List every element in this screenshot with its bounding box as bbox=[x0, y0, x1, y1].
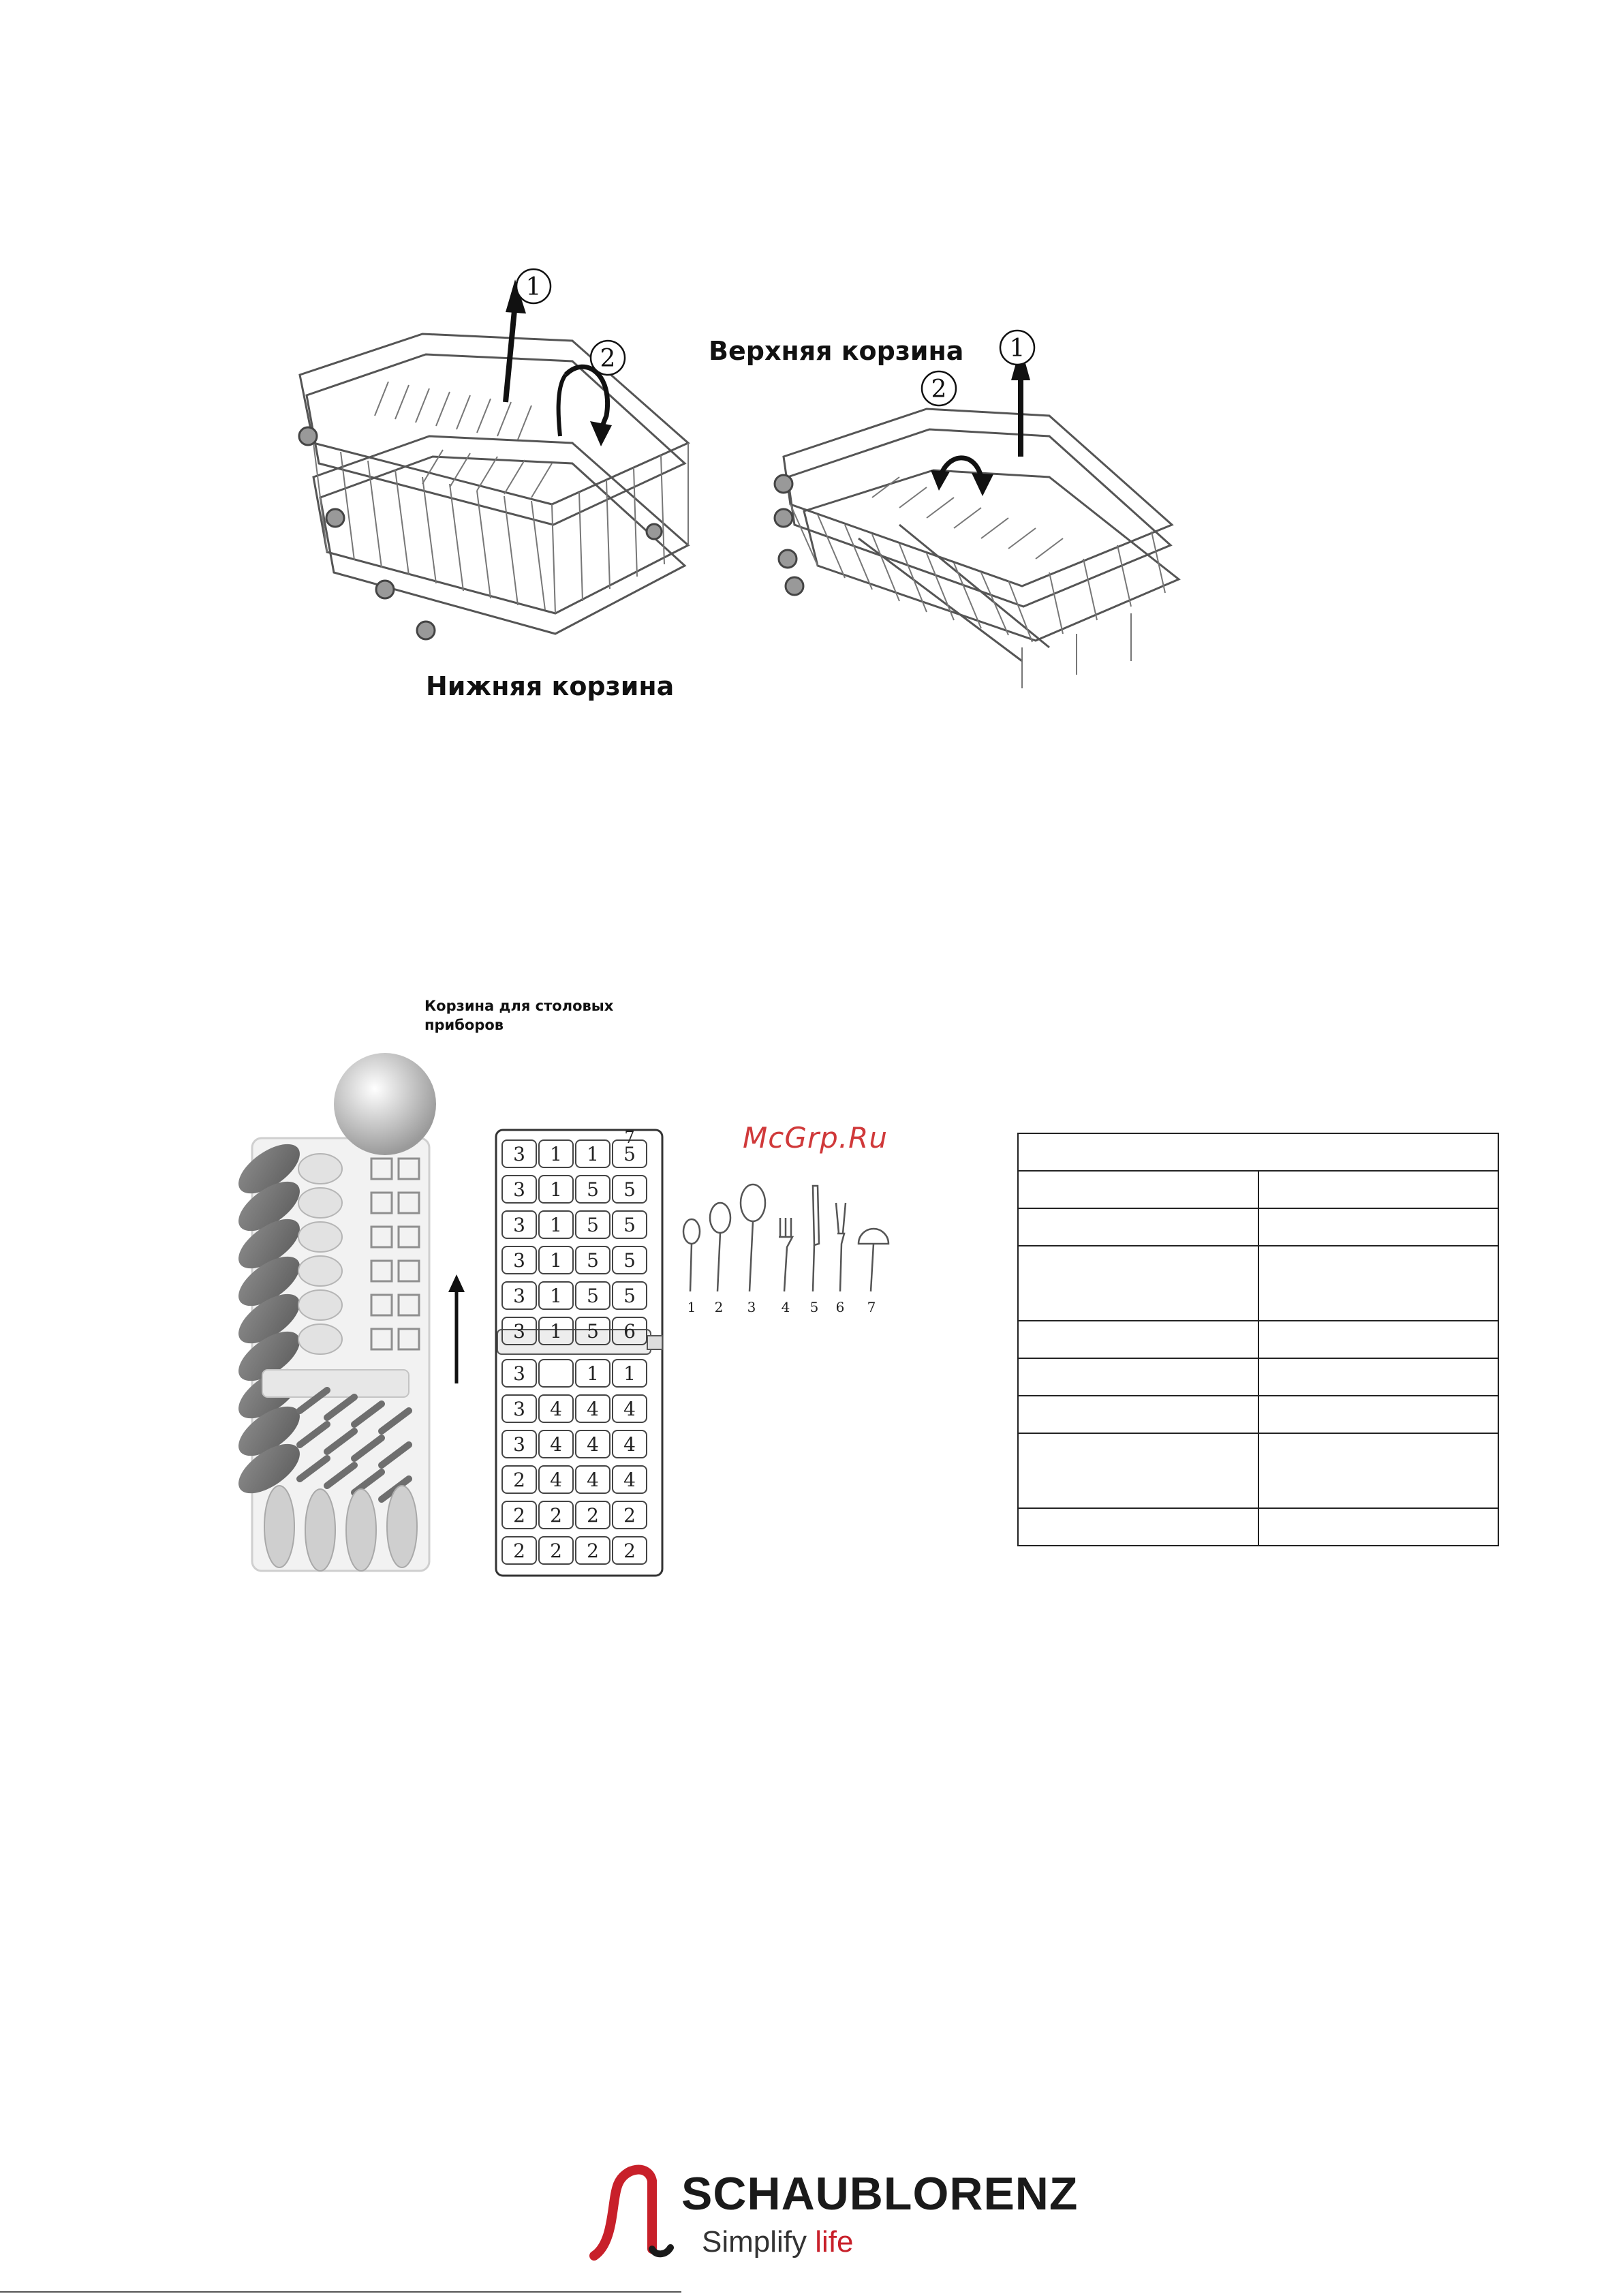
grid-cell-number: 2 bbox=[587, 1504, 599, 1527]
brand-logo-mark bbox=[587, 2160, 676, 2263]
legend-cell bbox=[1018, 1508, 1258, 1546]
cutlery-number: 3 bbox=[747, 1299, 756, 1315]
grid-cell-number: 3 bbox=[513, 1320, 525, 1343]
cutlery-number: 2 bbox=[714, 1299, 724, 1315]
legend-cell bbox=[1258, 1508, 1498, 1546]
legend-cell bbox=[1018, 1208, 1258, 1246]
legend-table bbox=[1017, 1133, 1499, 1546]
brand-tagline-part1: Simplify bbox=[702, 2225, 816, 2259]
grid-cell-number: 2 bbox=[623, 1540, 636, 1562]
legend-cell bbox=[1258, 1358, 1498, 1396]
grid-cell-number: 3 bbox=[513, 1178, 525, 1201]
insert-direction-arrow bbox=[446, 1274, 467, 1383]
grid-cell-number: 1 bbox=[550, 1320, 562, 1343]
grid-cell-number: 5 bbox=[587, 1249, 599, 1272]
cutlery-basket-caption: Корзина для столовых приборов bbox=[424, 998, 614, 1033]
cutlery-number: 6 bbox=[835, 1299, 845, 1315]
grid-cell-number: 3 bbox=[513, 1249, 525, 1272]
cutlery-number: 1 bbox=[687, 1299, 696, 1315]
cutlery-number: 7 bbox=[867, 1299, 876, 1315]
grid-cell-number: 5 bbox=[623, 1214, 636, 1236]
brand-tagline bbox=[702, 2225, 854, 2259]
step-label-1: 1 bbox=[525, 273, 542, 301]
grid-cell-number: 5 bbox=[623, 1249, 636, 1272]
legend-cell bbox=[1018, 1246, 1258, 1321]
grid-cell-number: 3 bbox=[513, 1285, 525, 1307]
grid-cell-number: 2 bbox=[623, 1504, 636, 1527]
grid-cell-number: 3 bbox=[513, 1433, 525, 1456]
grid-cell-number: 5 bbox=[587, 1178, 599, 1201]
upper-step-label-2: 2 bbox=[931, 376, 947, 403]
grid-cell-number: 1 bbox=[587, 1362, 599, 1385]
grid-cell-number: 6 bbox=[623, 1320, 636, 1343]
grid-cell-number: 1 bbox=[550, 1143, 562, 1165]
grid-cell-number: 5 bbox=[623, 1178, 636, 1201]
grid-cell-number: 2 bbox=[587, 1540, 599, 1562]
cutlery-basket-3d-illustration bbox=[232, 1050, 436, 1574]
legend-cell bbox=[1258, 1246, 1498, 1321]
grid-cell-number: 3 bbox=[513, 1398, 525, 1420]
grid-cell-number: 2 bbox=[513, 1469, 525, 1491]
grid-cell-number: 4 bbox=[587, 1433, 599, 1456]
grid-cell-number: 5 bbox=[587, 1320, 599, 1343]
grid-cell-number: 4 bbox=[623, 1469, 636, 1491]
grid-cell-number: 5 bbox=[587, 1285, 599, 1307]
legend-cell bbox=[1258, 1433, 1498, 1508]
brand-name-part2: LORENZ bbox=[883, 2168, 1079, 2220]
lower-basket-illustration bbox=[286, 259, 709, 654]
grid-cell-number: 4 bbox=[550, 1469, 562, 1491]
grid-cell-number: 5 bbox=[623, 1285, 636, 1307]
legend-cell bbox=[1258, 1321, 1498, 1358]
grid-cell-number: 1 bbox=[550, 1249, 562, 1272]
cutlery-basket-grid-diagram bbox=[494, 1128, 664, 1578]
legend-cell bbox=[1258, 1208, 1498, 1246]
lower-basket-caption: Нижняя корзина bbox=[426, 671, 675, 701]
upper-basket-illustration bbox=[763, 320, 1199, 702]
legend-cell bbox=[1018, 1358, 1258, 1396]
grid-cell-number: 2 bbox=[550, 1540, 562, 1562]
legend-cell bbox=[1018, 1433, 1258, 1508]
brand-name bbox=[681, 2167, 1078, 2220]
legend-cell bbox=[1258, 1396, 1498, 1433]
grid-cell-number: 4 bbox=[550, 1398, 562, 1420]
grid-cell-number: 1 bbox=[550, 1214, 562, 1236]
page-bottom-rule bbox=[0, 2291, 681, 2293]
grid-cell-number: 2 bbox=[513, 1504, 525, 1527]
grid-cell-number: 4 bbox=[623, 1398, 636, 1420]
grid-cell-number: 5 bbox=[623, 1143, 636, 1165]
legend-table-header bbox=[1018, 1133, 1498, 1171]
grid-cell-number: 4 bbox=[550, 1433, 562, 1456]
grid-cell-number: 4 bbox=[587, 1398, 599, 1420]
cutlery-types-illustration bbox=[678, 1169, 896, 1319]
grid-cell-number: 2 bbox=[513, 1540, 525, 1562]
upper-basket-caption: Верхняя корзина bbox=[709, 336, 964, 366]
grid-cell-number: 1 bbox=[550, 1285, 562, 1307]
grid-cell-number: 4 bbox=[623, 1433, 636, 1456]
grid-cell-number: 2 bbox=[550, 1504, 562, 1527]
brand-tagline-part2: life bbox=[815, 2225, 854, 2259]
grid-cell-number: 3 bbox=[513, 1362, 525, 1385]
legend-cell bbox=[1018, 1171, 1258, 1208]
grid-top-mark: 7 bbox=[624, 1128, 635, 1147]
legend-cell bbox=[1258, 1171, 1498, 1208]
legend-cell bbox=[1018, 1396, 1258, 1433]
grid-cell-number: 3 bbox=[513, 1143, 525, 1165]
step-label-2: 2 bbox=[600, 345, 616, 373]
grid-cell-number: 1 bbox=[550, 1178, 562, 1201]
grid-cell-number: 4 bbox=[587, 1469, 599, 1491]
grid-cell-number: 5 bbox=[587, 1214, 599, 1236]
cutlery-number: 4 bbox=[781, 1299, 790, 1315]
grid-cell-number: 3 bbox=[513, 1214, 525, 1236]
watermark: McGrp.Ru bbox=[743, 1121, 888, 1154]
upper-step-label-1: 1 bbox=[1009, 335, 1025, 363]
cutlery-number: 5 bbox=[809, 1299, 819, 1315]
grid-cell-number: 1 bbox=[587, 1143, 599, 1165]
brand-name-part1: SCHAUB bbox=[681, 2168, 884, 2220]
legend-cell bbox=[1018, 1321, 1258, 1358]
grid-cell-number: 1 bbox=[623, 1362, 636, 1385]
